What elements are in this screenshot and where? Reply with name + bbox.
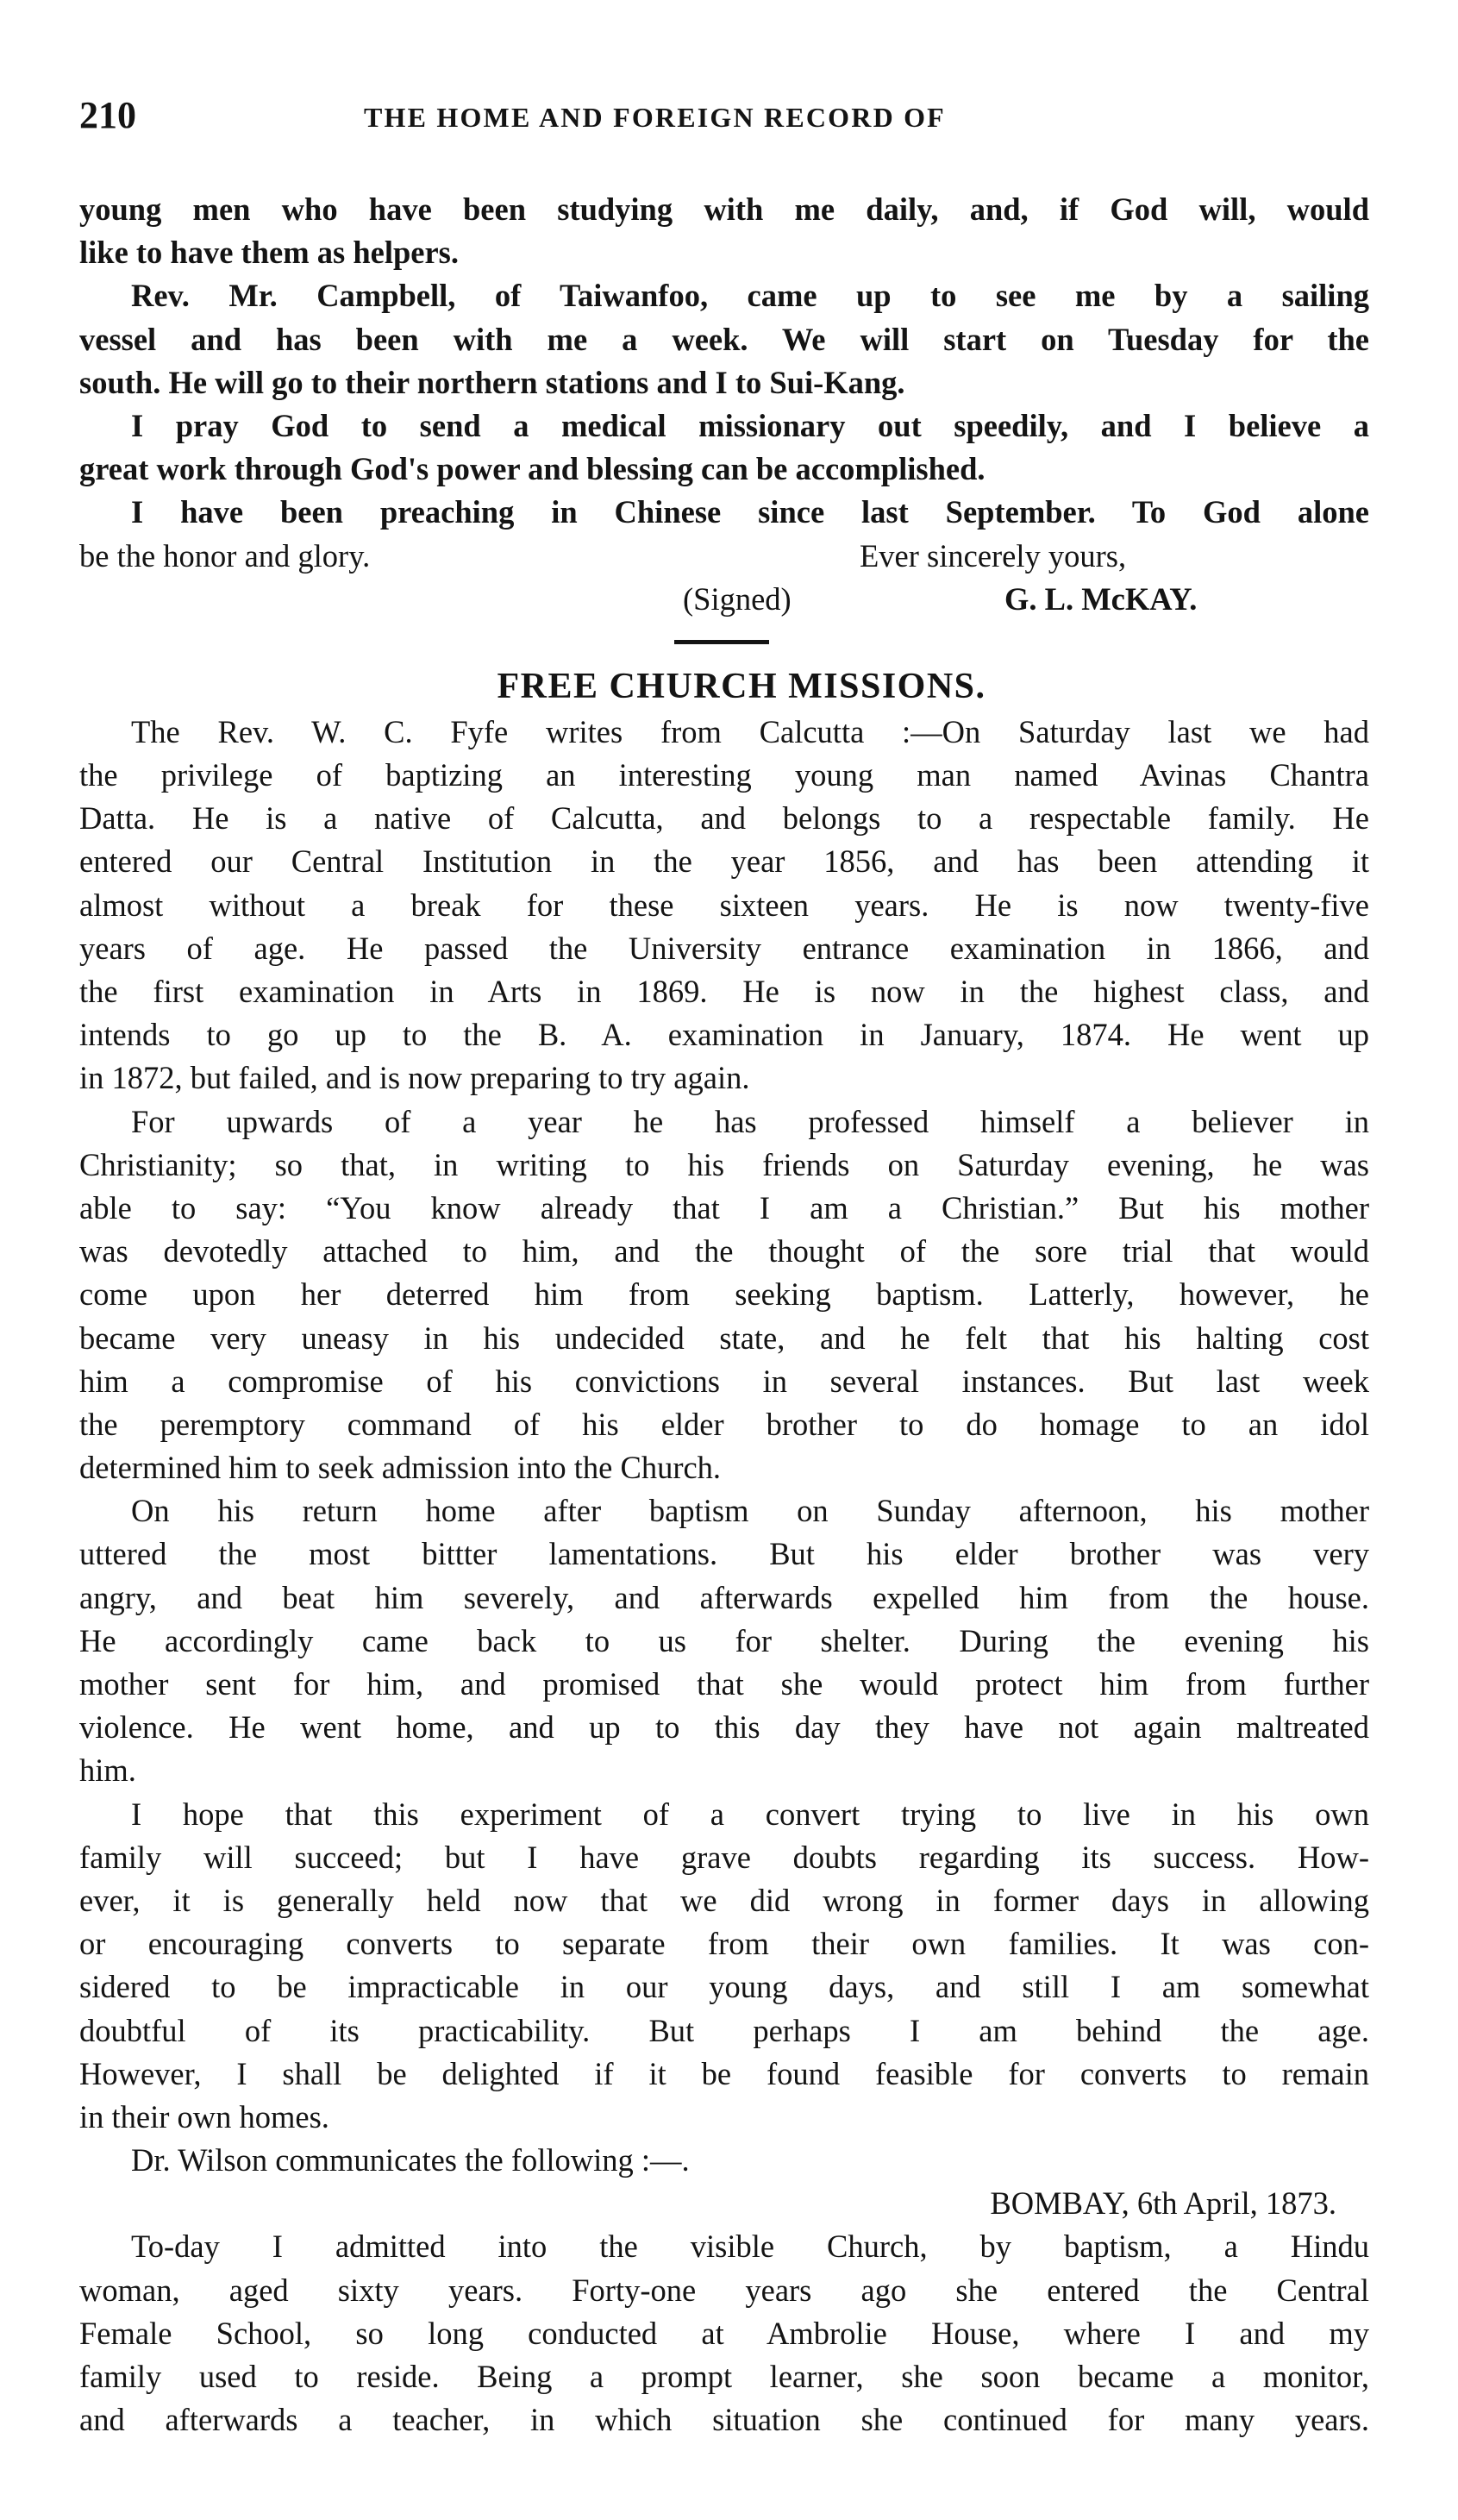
closing-row [79,535,1369,578]
text-line: was devotedly attached to him, and the thought of the sore trial that would [79,1233,1369,1269]
text-line: Christianity; so that, in writing to his friends on Saturday evening, he was [79,1146,1369,1182]
text-line: entered our Central Institution in the year 1856, and has been attending it [79,843,1369,880]
text-line: woman, aged sixty years. Forty-one years ago she entered the Central [79,2272,1369,2308]
text-line: family will succeed; but I have grave doubts regarding its success. How- [79,1839,1369,1875]
text-line: To-day I admitted into the visible Church, by baptism, a Hindu [131,2229,1369,2265]
signed-label: (Signed) [683,580,792,617]
text-line: angry, and beat him severely, and afterwards expelled him from the house. [79,1579,1369,1615]
signature-name: G. L. McKAY. [1004,580,1198,617]
text-line: in 1872, but failed, and is now preparing to try again. [79,1060,750,1096]
text-line: and afterwards a teacher, in which situation she continued for many years. [79,2402,1369,2438]
text-line: mother sent for him, and promised that she would protect him from further [79,1666,1369,1702]
text-line: I pray God to send a medical missionary out speedily, and I believe a [131,407,1369,443]
text-line: ever, it is generally held now that we did wrong in former days in allowing [79,1882,1369,1918]
text-line: The Rev. W. C. Fyfe writes from Calcutta :—On Saturday last we had [131,713,1369,749]
text-line: the privilege of baptizing an interesting young man named Avinas Chantra [79,757,1369,793]
text-line: For upwards of a year he has professed himself a believer in [131,1103,1369,1139]
letter-closing: Ever sincerely yours, [860,537,1127,574]
text-line: determined him to seek admission into the Church. [79,1450,722,1486]
text-line: be the honor and glory. [79,537,371,574]
text-line: years of age. He passed the University entrance examination in 1866, and [79,930,1369,966]
text-line: Female School, so long conducted at Ambrolie House, where I and my [79,2315,1369,2351]
text-line: violence. He went home, and up to this day they have not again maltreated [79,1709,1369,1746]
text-line: young men who have been studying with me daily, and, if God will, would [79,191,1369,227]
text-line: in their own homes. [79,2098,329,2134]
fyfe-paragraph [79,711,1369,1100]
text-line: the peremptory command of his elder brother to do homage to an idol [79,1406,1369,1442]
text-line: able to say: “You know already that I am a Christian.” But his mother [79,1189,1369,1226]
section-divider [79,621,1369,662]
signature-row [79,578,1369,621]
text-line: family used to reside. Being a prompt learner, she soon became a monitor, [79,2359,1369,2394]
text-line: almost without a break for these sixteen years. He is now twenty-five [79,887,1369,923]
text-line: sidered to be impracticable in our young days, and still I am somewhat [79,1969,1369,2005]
page-number: 210 [79,94,136,136]
text-line: south. He will go to their northern stations and I to Sui-Kang. [79,364,905,400]
letter-paragraph [79,274,1369,404]
text-line: come upon her deterred him from seeking baptism. Latterly, however, he [79,1276,1369,1313]
letter-paragraph [79,404,1369,491]
text-line: I hope that this experiment of a convert trying to live in his own [131,1796,1369,1832]
text-line: like to have them as helpers. [79,235,459,271]
running-title: THE HOME AND FOREIGN RECORD OF [364,102,946,133]
text-line: Datta. He is a native of Calcutta, and belongs to a respectable family. He [79,800,1369,837]
wilson-paragraph [79,2225,1369,2442]
text-line: intends to go up to the B. A. examination in January, 1874. He went up [79,1017,1369,1053]
text-line: However, I shall be delighted if it be found feasible for converts to remain [79,2055,1369,2091]
text-line: I have been preaching in Chinese since last September. To God alone [131,494,1369,530]
text-line: became very uneasy in his undecided state, and he felt that his halting cost [79,1320,1369,1356]
text-line: uttered the most bittter lamentations. But his elder brother was very [79,1536,1369,1572]
section-heading: FREE CHURCH MISSIONS. [497,666,986,706]
wilson-intro: Dr. Wilson communicates the following :—. [131,2142,690,2178]
text-line: Rev. Mr. Campbell, of Taiwanfoo, came up to see me by a sailing [131,278,1369,314]
running-head [79,93,1373,145]
text-line: doubtful of its practicability. But perhaps I am behind the age. [79,2012,1369,2048]
dateline: BOMBAY, 6th April, 1873. [990,2185,1336,2222]
letter-paragraph [79,491,1369,621]
article-body [79,188,1369,2442]
text-line: or encouraging converts to separate from their own families. It was con- [79,1926,1369,1962]
text-line: the first examination in Arts in 1869. He is now in the highest class, and [79,974,1369,1009]
text-line: vessel and has been with me a week. We will start on Tuesday for the [79,321,1369,357]
fyfe-paragraph [79,1489,1369,1792]
divider-rule [674,640,769,644]
fyfe-paragraph [79,1100,1369,1490]
text-line: great work through God's power and blessing can be accomplished. [79,451,986,487]
text-line: him a compromise of his convictions in several instances. But last week [79,1363,1369,1399]
text-line: On his return home after baptism on Sunday afternoon, his mother [131,1493,1369,1529]
text-line: him. [79,1752,136,1789]
letter-paragraph [79,188,1369,274]
fyfe-paragraph [79,1793,1369,2140]
text-line: He accordingly came back to us for shelter. During the evening his [79,1622,1369,1658]
